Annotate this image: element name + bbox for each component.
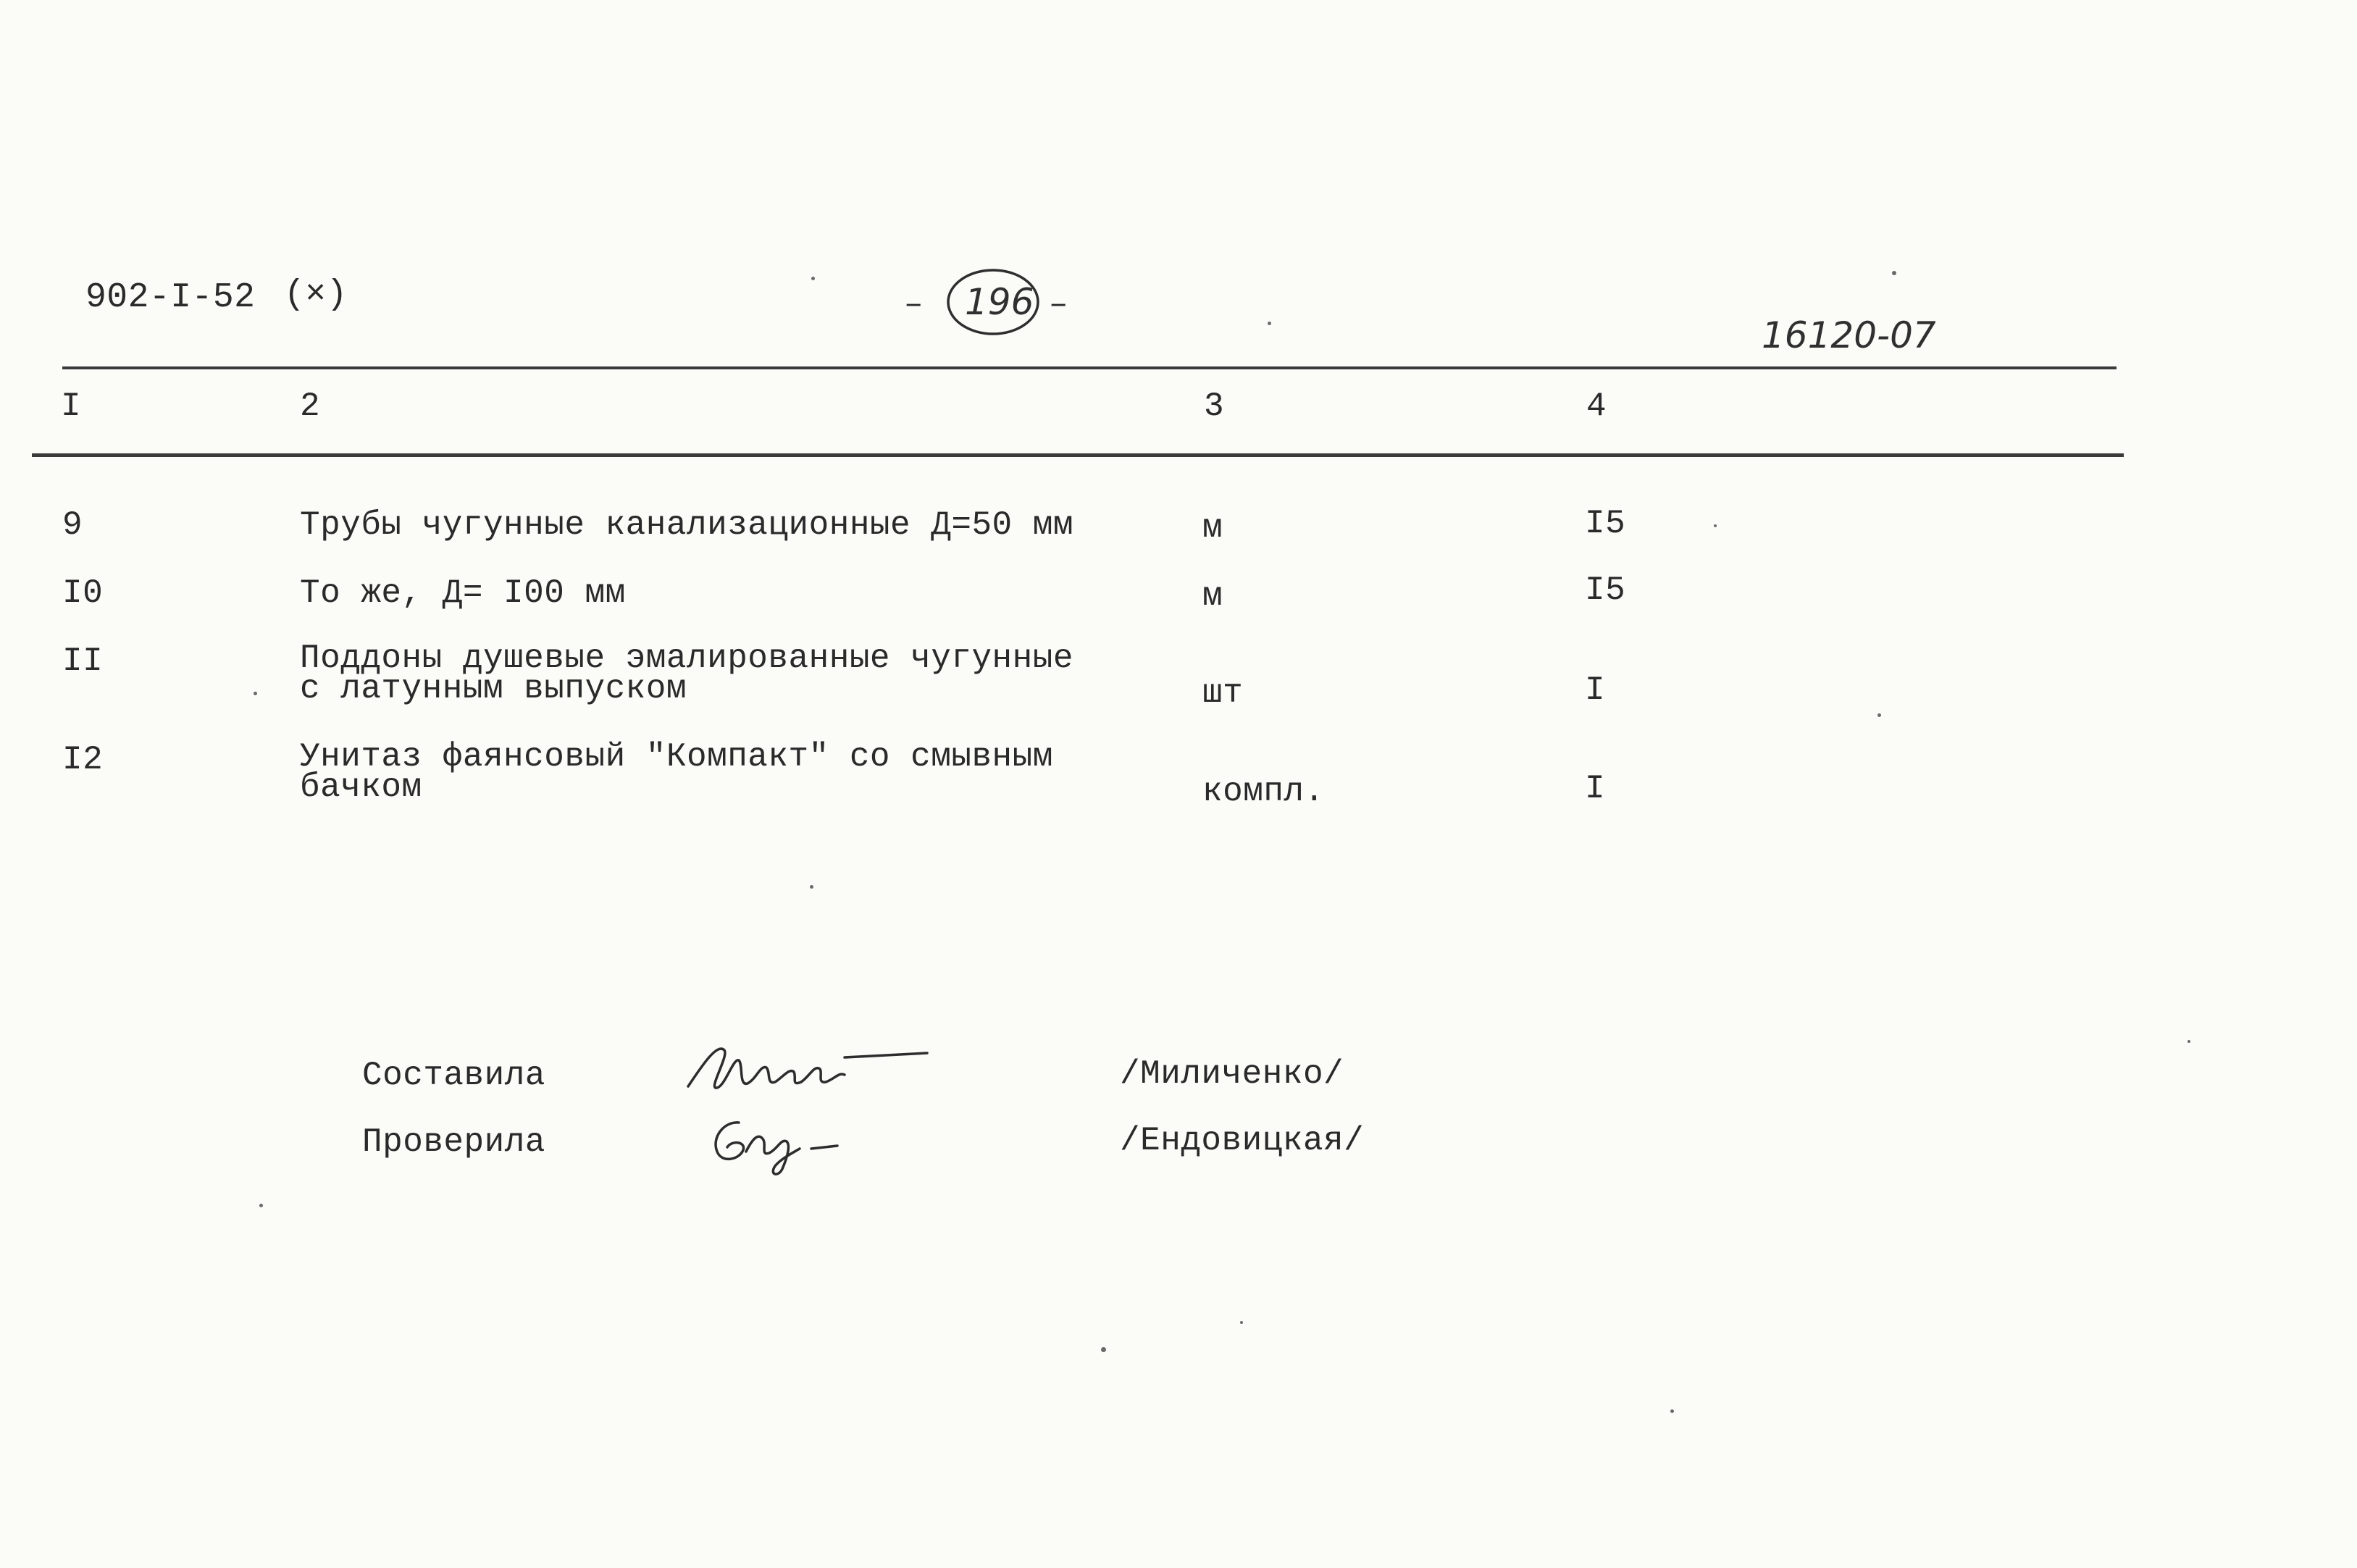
scan-speck [1268, 322, 1271, 325]
row-name-line: с латунным выпуском [300, 670, 687, 708]
column-header-3: 3 [1204, 387, 1225, 425]
row-name [300, 740, 1053, 804]
page-number: 196 [965, 281, 1034, 323]
row-name-line: Поддоны душевые эмалированные чугунные [300, 640, 1073, 677]
row-name [300, 508, 1073, 542]
row-name [300, 574, 626, 612]
row-unit: компл. [1202, 773, 1325, 810]
row-name [300, 640, 1073, 708]
table-top-rule [62, 366, 2117, 369]
compiled-by-label: Составила [362, 1057, 545, 1094]
handwritten-signature-compiled [681, 1036, 934, 1101]
scan-speck [1892, 271, 1896, 275]
row-quantity: I5 [1585, 505, 1626, 542]
scan-speck [1670, 1409, 1674, 1413]
scan-speck [1714, 524, 1717, 527]
page-number-stamp: – 196 – [904, 267, 1071, 339]
compiled-by-name: /Миличенко/ [1120, 1055, 1344, 1093]
scan-speck [259, 1204, 263, 1207]
row-quantity: I [1585, 671, 1606, 709]
series-code: 902-I-52 [85, 278, 256, 317]
row-number: 9 [62, 506, 83, 544]
row-unit: м [1202, 577, 1223, 615]
archive-number: 16120-07 [1762, 314, 1936, 356]
series-mark: (×) [284, 275, 348, 314]
row-unit: м [1202, 509, 1223, 547]
column-header-2: 2 [300, 387, 321, 425]
scan-speck [1877, 713, 1881, 717]
row-quantity: I [1585, 770, 1606, 808]
scan-speck [810, 885, 813, 889]
row-number: I2 [62, 741, 104, 779]
column-header-1: I [61, 387, 82, 425]
column-header-4: 4 [1586, 387, 1607, 425]
scan-speck [2188, 1040, 2190, 1043]
row-name-line: То же, Д= I00 мм [300, 574, 626, 612]
row-name-line: Унитаз фаянсовый "Компакт" со смывным [300, 738, 1053, 776]
row-unit: шт [1202, 674, 1244, 712]
row-number: II [62, 642, 104, 680]
table-header-rule [32, 453, 2124, 457]
checked-by-name: /Ендовицкая/ [1120, 1122, 1365, 1160]
scan-speck [811, 277, 815, 280]
scan-speck [1240, 1321, 1243, 1324]
scan-speck [254, 692, 257, 695]
checked-by-label: Проверила [362, 1123, 545, 1161]
scan-speck [1101, 1347, 1106, 1352]
row-name-line: бачком [300, 768, 422, 806]
row-number: I0 [62, 574, 104, 612]
handwritten-signature-checked [703, 1108, 869, 1181]
row-name-line: Трубы чугунные канализационные Д=50 мм [300, 506, 1073, 544]
row-quantity: I5 [1585, 571, 1626, 609]
